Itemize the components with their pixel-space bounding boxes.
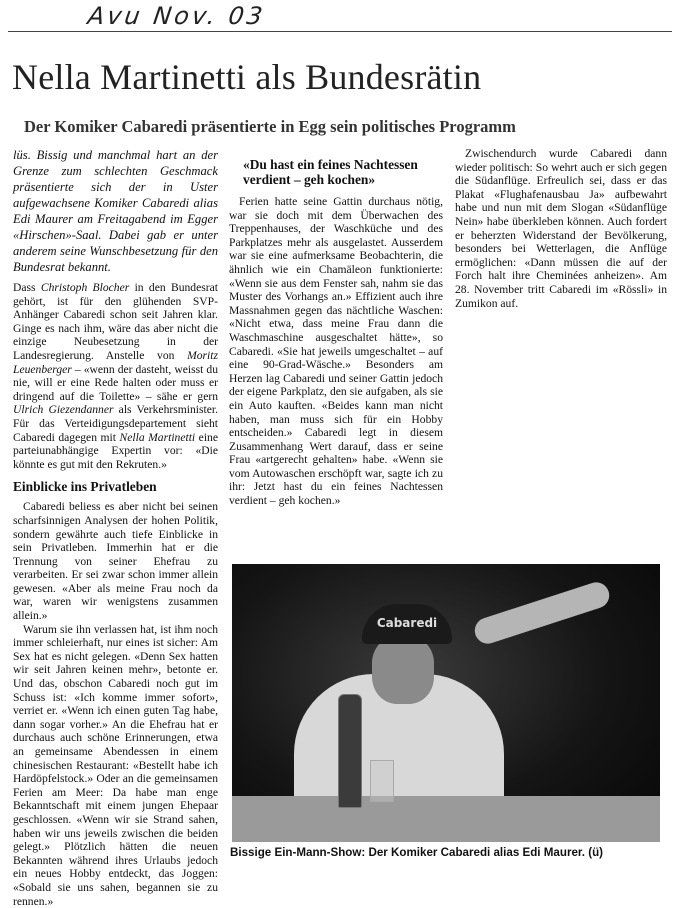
lead-paragraph: lüs. Bissig und manchmal hart an der Grenze zum schlechten Geschmack präsentierte sich der in Uster aufgewachsene Komiker Cabaredi alias Edi Maurer am Freitagabend im Egger «Hirschen»-Saal. Dabei gab er unter anderem seine Wunschbesetzung für den Bundesrat bekannt. [13,148,218,274]
photo-cabaredi [232,564,660,842]
paragraph-nachtessen-1: Ferien hatte seine Gattin durchaus nötig, war sie doch mit dem Überwachen des Treppenhauses, der Waschküche und des Parkplatzes mehr als ausgelastet. Ausserdem war sie eine aufmerksame Beobachterin, die ähnlich wie ein Chamäleon funktionierte: «Wenn sie aus dem Fenster sah, nahm sie das Muster des Vorhangs an.» Effizient auch ihre Massnahmen gegen das nächtliche Waschen: «Nicht etwa, dass meine Frau dann die Waschmaschine ausgeschaltet hätte», so Cabaredi. «Sie hat jeweils umgeschaltet – auf eine 90-Grad-Wäsche.» Besonders am Herzen lag Cabaredi und seiner Gattin jedoch der eigene Parkplatz, den sie aufgaben, als sie ein Auto kauften. «Beides kann man nicht haben, man muss sich für ein Hobby entscheiden.» Cabaredi legt in diesem Zusammenhang Wert darauf, dass er seine Frau «artgerecht gehalten» habe. «Wenn sie vom Autowaschen erschöpft war, sagte ich zu ihr: Jetzt hast du ein feines Nachtessen verdient – geh kochen.» [229,195,443,508]
name-leuenberger: Moritz Leuenberger [13,348,218,376]
photo-caption: Bissige Ein-Mann-Show: Der Komiker Cabaredi alias Edi Maurer. (ü) [230,846,604,859]
paragraph-privatleben-2: Warum sie ihn verlassen hat, ist ihm noch immer schleierhaft, nur eines ist sicher: Am Sex hat es nicht gelegen. «Denn Sex hatten wir seit Jahren keinen mehr», betonte er. Und das, obschon Cabaredi noch gut im Schuss ist: «Ich komme immer sofort», verriet er. «Wenn ich einen guten Tag habe, dann sogar vorher.» An die Ehefrau hat er durchaus auch schöne Erinnerungen, etwa an gemeinsame Abendessen in einem chinesischen Restaurant: «Bestellt habe ich Hardöpfelstock.» Oder an die gemeinsamen Ferien am Meer: Da habe man enge Bekanntschaft mit einem jungen Ehepaar geschlossen. «Wenn wir sie Strand sahen, haben wir uns jeweils zwischen die beiden gelegt.» Plötzlich hätten die neuen Bekannten während ihres Urlaubs jedoch ein neues Hobby entdeckt, das Joggen: «Sobald sie uns sahen, begannen sie zu rennen.» [13,622,218,908]
photo-table [232,796,660,842]
name-giezendanner: Ulrich Giezendanner [13,403,114,417]
section-heading-nachtessen: «Du hast ein feines Nachtessen verdient – geh kochen» [243,157,418,187]
subheadline: Der Komiker Cabaredi präsentierte in Egg sein politisches Programm [24,117,516,136]
handwritten-note: Avu Nov. 03 [86,2,268,30]
photo-cap: Cabaredi [362,604,452,644]
photo-bottle [338,694,362,808]
name-blocher: Christoph Blocher [40,281,130,294]
headline: Nella Martinetti als Bundesrätin [12,57,482,97]
section-heading-privatleben: Einblicke ins Privatleben [13,479,157,495]
photo-face [372,636,434,704]
photo-arm [471,579,612,647]
photo-glass [370,760,394,802]
paragraph-privatleben-1: Cabaredi beliess es aber nicht bei seinen scharfsinnigen Analysen der hohen Politik, sondern gewährte auch tiefe Einblicke in sein Privatleben. Immerhin hat er die Trennung von seiner Ehefrau zu verarbeiten. Er sei zwar schon immer allein gewesen. «Aber als meine Frau noch da war, waren wir wenigstens zusammen allein.» [13,500,218,623]
top-rule [8,31,672,32]
paragraph-nachtessen-2: Zwischendurch wurde Cabaredi dann wieder politisch: So wehrt auch er sich gegen die Südanflüge. Erfreulich sei, dass er das Plakat «Flughafenausbau Ja» aufbewahrt habe und nun mit dem Slogan «Südanflüge Nein» habe überkleben können. Auch fordert er beherzten Widerstand der Bevölkerung, besonders bei Wetterlagen, die Anflüge ermöglichen: «Dann müssen die auf der Forch halt ihre Cheminées anheizen». Am 28. November tritt Cabaredi im «Rössli» in Zumikon auf. [455,147,667,310]
name-martinetti: Nella Martinetti [119,430,196,444]
column-3 [455,147,667,310]
column-2 [229,147,443,508]
column-1 [13,147,218,908]
paragraph-blocher: Dass Christoph Blocher in den Bundesrat gehört, ist für den glühenden SVP-Anhänger Cabaredi schon seit Jahren klar. Ginge es nach ihm, wäre das aber nicht die einzige Neubesetzung in der Landesregierung. Anstelle von Moritz Leuenberger – «wenn der dasteht, weisst du nie, will er eine Rede halten oder muss er dringend auf die Toilette» – sähe er gern Ulrich Giezendanner als Verkehrsminister. Für das Verteidigungsdepartement sieht Cabaredi dagegen mit Nella Martinetti eine parteiunabhängige Expertin vor: «Die könnte es gut mit den Rekruten.» [13,281,218,471]
